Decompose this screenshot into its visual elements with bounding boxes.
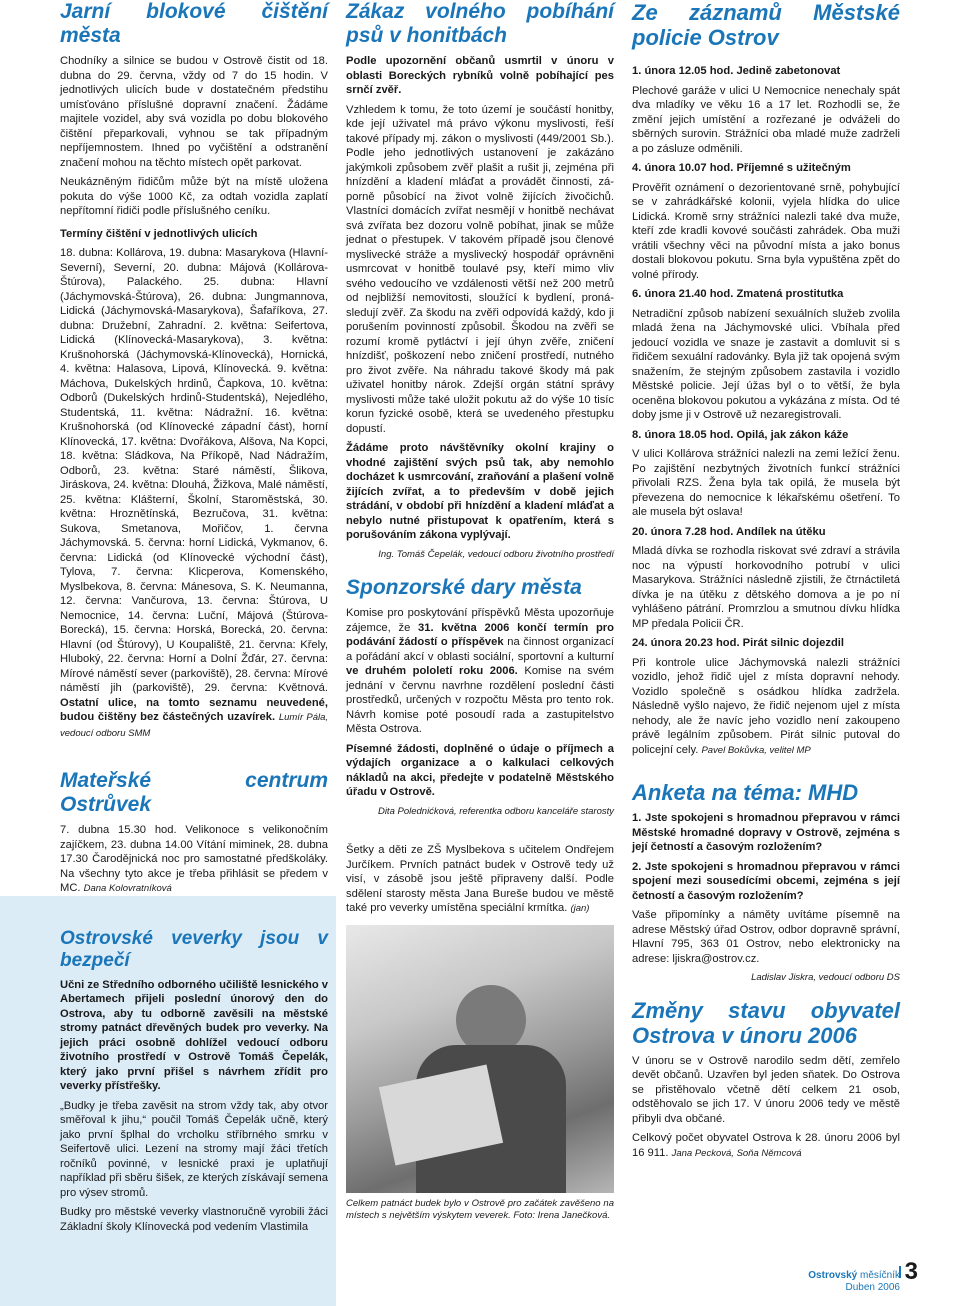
veverky-continued: Šetky a děti ze ZŠ Myslbekova s učitelem Ondřejem Jurčíkem. Prvních patnáct budek v Ostrově tedy už visí, v zásobě jsou ještě připraveny další. Podle sdělení starosty města Jana Bureše budou ve městě také pro veverky umístěna speciální krmítka. (jan) <box>346 844 614 914</box>
police-item-body: Plechové garáže v ulici U Nemocnice nenechaly spát dva mladíky ve věku 16 a 17 let. Rozhodli se, že změní jejich umístění a rozřezané je odváželi do sběrných surovin. Strážníci oba mladé muže zadrželi a po zásluze odměnili. <box>632 84 900 155</box>
blokove-cisteni-p2: Neukázněným řidičům může být na místě uložena pokuta do výše 1000 Kč, za odtah vozidla zaplatí nepřítomní řidiči podle příslušného ceníku. <box>60 176 328 217</box>
police-item-heading: 24. února 20.23 hod. Pirát silnic dojezdil <box>632 637 844 649</box>
mestska-policie-title: Ze záznamů Městské policie Ostrov <box>632 0 900 50</box>
police-item <box>632 287 900 423</box>
police-item-body: Při kontrole ulice Jáchymovská nalezli strážníci vozidlo, jehož řidič ujel z místa dopravní nehody. Vozidlo společně s osádkou hlídka zadržela. Následně vyšlo najevo, že řidič nejenom ujel z místa nehody, ale že navíc jeho vozidlo není zakoupeno právě legálním způsobem. Pirát silnic putoval do policejní cely. <box>632 656 900 756</box>
anketa-question-2: 2. Jste spokojeni s hromadnou přepravou v rámci spojení mezi sousedícími obcemi, zejména s její četností a časovým rozložením? <box>632 860 900 902</box>
page-number: 3 <box>899 1266 918 1278</box>
police-item-body: V ulici Kollárova strážníci nalezli na zemi ležící ženu. Po zajištění nezbytných životních funkcí strážníci přivolali RZS. Žena byla tak opilá, že musela být převezena do nemocnice k lékařskému ošetření. To ale musela být oslava! <box>632 448 900 518</box>
veverky-lead: Učni ze Středního odborného učiliště lesnického v Abertamech přijeli poslední únorový den do Ostrova, aby tu odborně zavěsili na městské stromy patnáct dřevěných budek pro veverky. Na jejich práci osobně dohlížel vedoucí odboru životního prostředí v Ostrově Tomáš Čepelák, který jako první přišel s návrhem zřídit pro veverky přístřešky. <box>60 978 328 1092</box>
zakaz-psu-bold: Žádáme proto návštěvníky okolní krajiny o vhodné zajištění svých psů tak, aby nemohlo docházet k usmrcování, zraňování a plašení volně žijících zvířat, a to především v době jejich strádání, v období při hnízdění a kladení mláďat a nebylo nutné přistupovat k opatřením, která s porušováním zákona vyplývají. <box>346 442 614 541</box>
police-item <box>632 636 900 758</box>
veverky-p2: Budky pro městské veverky vlastnoručně vyrobili žáci Základní školy Klínovecká pod vedením Vlastimila <box>60 1206 328 1233</box>
zakaz-psu-p1: Vzhledem k tomu, že toto území je součástí honitby, kde její uživatel má právo výkonu myslivosti, řeší takové případy mj. zákon o myslivosti (449/2001 Sb.). Podle jeho jednotlivých ustanovení je zakázáno jakýmkoli způsobem zvěř plašit a rušit ji, zejména při hnízdění a kladení mláďat a provádět činnosti, záporně působící na život volně žijících živočichů. Vlastníci domácích zvířat nesmějí v honitbě nechávat svá zvířata bez dozoru volně pobíhat, jinak se může jednat o přestupek. V takovém případě jsou členové myslivecké stráže a myslivecký hospodář oprávněni usmrcovat v honitbě toulavé psy, kteří mimo vliv svého vedoucího ve vzdálenosti větší než 200 metrů od nejbližší nemovitosti, sloužící k bydlení, pronásledují zvěř. Za škodu na zvěři odpovídá každý, kdo ji porušením povinností způsobil. Škodou na zvěři se rozumí kromě pytláctví i její úhyn zvěře, zničení hnízdišť, poškození nebo zničení prostředí, nutného pro život zvěře. Na náhradu takové škody má pak uživatel honitby nárok. Zdejší orgán státní správy myslivosti může také uložit pokutu až do výše 10 tisíc korun fyzické osobě, která se uvedeného přestupku dopustí. <box>346 103 614 435</box>
terminy-text: 18. dubna: Kollárova, 19. dubna: Masarykova (Hlavní-Severní), Severní, 20. dubna: Májová (Kollárova-Štúrova), Palackého. 25. dubna: Hlavní (Jáchymovská-Štúrova), 26. dubna: Jungmannova, Lidická (Jáchymovská-Masarykova), Šafaříkova, 27. dubna: Družební, Zahradní. 2. května: Seifertova, Lidická (Klínovecká-Masarykova), 3. května: Krušnohorská (Jáchymovská-Klínovecká), Hornická, 4. května: Halasova, Lipová, Klínovecká. 9. května: Máchova, Dukelských hrdinů, Čapkova, 10. května: Odborů (Dukelských hrdinů-Studentská), Nejedlého, Studentská, 11. května: Nádražní. 16. května: Krušnohorská (od Klínovecké západní část), horní Klínovecká, 17. května: Dvořákova, Alšova, Na Kopci, 18. května: Sládkova, Na Příkopě, Nad Nádražím, Odborů, 23. května: Staré náměstí, Šlikova, Jiráskova, 24. května: Dlouhá, Žižkova, Malé náměstí, 25. května: Klášterní, Školní, Staroměstská, 30. května: Hroznětínská, Bezručova, 31. května: Sukova, Smetanova, Mořičov, 1. června Jáchymovská. 5. června: horní Lidická, Vykmanov, 6. června: Lidická (od Klínovecké východní část), Tylova, 7. června: Klicperova, Komenského, Myslbekova, 8. června: Mánesova, S. K. Neumanna, 12. června: Vančurova, 13. června: Štúrova, U Nemocnice, 14. června: Luční, Májová (Štúrova-Borecká), 15. června: Horská, Borecká, 20. června: Hlavní (od Štúrovy), U Koupaliště, 21. června: Křely, Hluboký, 22. června: Horní a Dolní Žďár, 27. června: Mírové náměstí sever (parkoviště), 28. června: Mírové náměstí jih (parkoviště), 29. června: Květnová. Ostatní ulice, na tomto seznamu neuvedené, budou čištěny bez částečných uzavírek. Lumír Pála, vedoucí odboru SMM <box>60 247 329 739</box>
veverky-p1: „Budky je třeba zavěsit na strom vždy tak, aby otvor směřoval k jihu,“ poučil Tomáš Čepelák učně, který jako první šplhal do vrcholku stříbrného smrku v Seifertově ulici. Lezení na stromy mají žáci třetích ročníků povinné, v lesnické praxi je uplatňují například při sběru šišek, ze kterých získávají semena pro výsev stromů. <box>60 1099 328 1199</box>
police-item-heading: 1. února 12.05 hod. Jedině zabetonovat <box>632 65 841 77</box>
zakaz-psu-title: Zákaz volného pobíhání psů v honitbách <box>346 0 614 47</box>
police-item-heading: 4. února 10.07 hod. Příjemné s užitečným <box>632 162 851 174</box>
terminy-bold: Ostatní ulice, na tomto seznamu neuvedené, budou čištěny bez částečných uzavírek. <box>60 696 328 723</box>
police-item-heading: 8. února 18.05 hod. Opilá, jak zákon káže <box>632 428 849 441</box>
anketa-text: Vaše připomínky a náměty uvítáme písemně na adrese Městský úřad Ostrov, odbor dopravně správní, Hlavní 795, 363 01 Ostrov, nebo elektronicky na adrese: ljiskra@ostrov.cz. <box>632 909 900 965</box>
materske-centrum-title: Mateřské centrum Ostrůvek <box>60 769 328 816</box>
zmeny-stavu-p1: V únoru se v Ostrově narodilo sedm dětí, zemřelo devět občanů. Uzavřen byl jeden sňatek. Do Ostrova se přistěhovalo včetně dětí celkem 21 osob, odstěhovalo se jich 17. V únoru 2006 tedy ve městě přibyli dva občané. <box>632 1054 900 1125</box>
police-item <box>632 428 900 520</box>
footer-brand: Ostrovský <box>808 1270 858 1281</box>
mc-signature: Dana Kolovratníková <box>83 883 172 894</box>
veverky-title: Ostrovské veverky jsou v bezpečí <box>60 927 328 971</box>
zakaz-psu-lead: Podle upozornění občanů usmrtil v únoru v oblasti Boreckých rybníků volně pobíhající pes srnčí zvěř. <box>346 55 614 96</box>
police-item-body: Netradiční způsob nabízení sexuálních služeb zvolila mladá žena na Jáchymovské ulici. Vbíhala před jedoucí vozidla ve snaze je zastavit a domluvit si s řidičem sexuální radovánky. Byla již tak opojená svým snažením, že stejným způsobem zastavila i vozidlo Městské policie. Její úžas byl o to větší, že byla oceněna blokovou pokutou a vykázána z místa. Od té doby jsme ji v Ostrově už nezaregistrovali. <box>632 307 900 421</box>
police-item-heading: 20. února 7.28 hod. Andílek na útěku <box>632 525 826 538</box>
sponzorske-dary-p1: Komise pro poskytování příspěvků Města upozorňuje zájemce, že 31. května 2006 končí termín pro podávání žádostí o příspěvek na činnost organizací a pořádání akcí v oblasti sociální, sportovní a kulturní ve druhém pololetí roku 2006. Komise na svém jednání v červnu navrhne rozdělení poslední části prostředků, určených v rozpočtu Města pro tento rok. Návrh komise poté posoudí rada a zastupitelstvo Města Ostrova. <box>346 607 614 735</box>
police-signature: Pavel Bokůvka, velitel MP <box>701 744 811 756</box>
police-item-body: Mladá dívka se rozhodla riskovat své zdraví a strávila noc na výpustí horkovodního potrubí v ulici Masarykova. Strážníci následně zjistili, že čtrnáctiletá dívka je na útěku z dětského domova a je po ní vyhlášeno pátrání. Promrzlou a smutnou dívku hlídka MP předala Policii ČR. <box>632 545 900 630</box>
sponzorske-dary-signature: Dita Polednićková, referentka odboru kanceláře starosty <box>377 805 614 817</box>
blokove-cisteni-title: Jarní blokové čištění města <box>60 0 328 47</box>
column-1 <box>60 0 328 1239</box>
veverky-signature: (jan) <box>570 903 590 914</box>
zmeny-stavu-p2: Celkový počet obyvatel Ostrova k 28. únoru 2006 byl 16 911. Jana Pecková, Soňa Němcová <box>632 1132 900 1159</box>
police-item-body: Prověřit oznámení o dezorientované srně, pohybující se v zahrádkářské kolonii, vyjela hlídka do ulice Lidická. Kromě srny strážníci nalezli také dva muže, kteří zde kradli kovové součásti zahrádek. Oba muži vrátili všechny věci na původní místa a jako bonus dostali blokovou pokutu. Srna byla vypuštěna zpět do volné přírody. <box>632 181 900 281</box>
photo-caption: Celkem patnáct budek bylo v Ostrově pro začátek zavěšeno na místech s největším výskytem veverek. Foto: Irena Janečková. <box>346 1197 614 1221</box>
zmeny-signature: Jana Pecková, Soňa Němcová <box>671 1147 802 1159</box>
anketa-title: Anketa na téma: MHD <box>632 780 859 805</box>
footer-issue: Duben 2006 <box>845 1282 900 1293</box>
sponzorske-dary-title: Sponzorské dary města <box>346 576 582 599</box>
zakaz-psu-signature: Ing. Tomáš Čepelák, vedoucí odboru životního prostředí <box>378 548 614 560</box>
zmeny-stavu-title: Změny stavu obyvatel Ostrova v únoru 2006 <box>632 997 900 1048</box>
footer-brand-sub: měsíčník <box>859 1270 900 1281</box>
column-3 <box>632 0 900 1166</box>
blokove-cisteni-p1: Chodníky a silnice se budou v Ostrově čistit od 18. dubna do 29. června, vždy od 7 do 15 hodin. V jednotlivých ulicích bude v dostatečném předstihu umísťováno příslušné dopravní značení. Žádáme majitele vozidel, aby svá vozidla po dobu blokového čištění přeparkovali, vyhnou se tak případným nepříjemnostem. Ihned po vyčištění a odstranění značení mohou na těchto místech opět parkovat. <box>60 55 328 169</box>
anketa-signature: Ladislav Jiskra, vedoucí odboru DS <box>751 972 900 983</box>
sponzorske-dary-bold: Písemné žádosti, doplněné o údaje o příjmech a výdajích organizace a o kalkulaci celkových nákladů na akci, předejte v podatelně Městského úřadu v Ostrově. <box>346 742 614 798</box>
anketa-question-1: 1. Jste spokojeni s hromadnou přepravou v rámci Městské hromadné dopravy v Ostrově, zejména s její četností a časovým rozložením? <box>632 812 900 853</box>
terminy-title: Termíny čištění v jednotlivých ulicích <box>60 227 258 240</box>
police-item <box>632 525 900 632</box>
terminy-signature: Lumír Pála, vedoucí odboru SMM <box>60 712 329 739</box>
police-item-heading: 6. února 21.40 hod. Zmatená prostitutka <box>632 288 844 300</box>
page-footer <box>808 1258 918 1294</box>
squirrel-box-photo <box>346 925 614 1193</box>
column-2 <box>346 0 614 1222</box>
police-item <box>632 64 900 156</box>
police-item <box>632 161 900 282</box>
materske-centrum-text: 7. dubna 15.30 hod. Velikonoce s velikonočním zajíčkem, 23. dubna 14.00 Vítání miminek, 28. dubna 17.30 Čarodějnická noc pro samostatné předškoláky. Na všechny tyto akce je třeba přihlásit se předem v MC. Dana Kolovratníková <box>60 824 328 894</box>
